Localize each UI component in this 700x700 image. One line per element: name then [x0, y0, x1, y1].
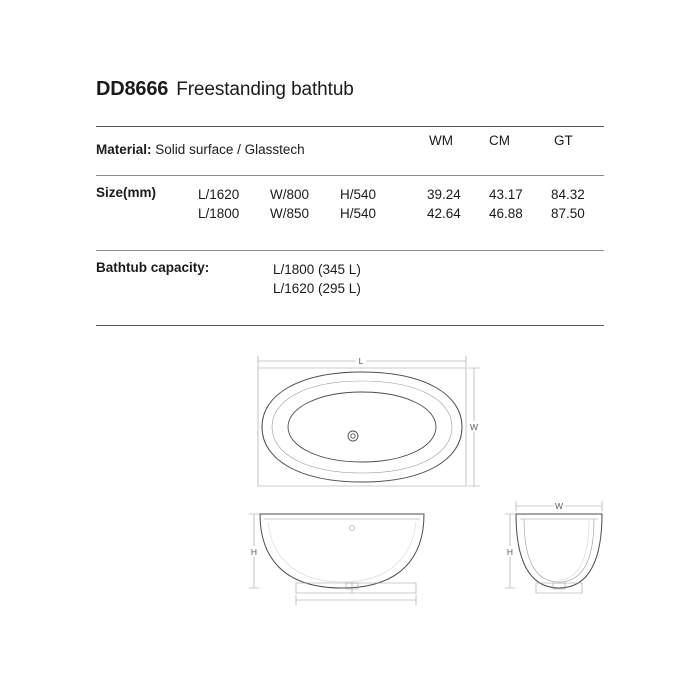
size-width: W/800 — [270, 187, 310, 202]
side-view-drawing — [505, 501, 602, 593]
size-cm: 46.88 — [489, 206, 523, 221]
top-view-width-label: W — [469, 422, 479, 432]
table-row — [96, 127, 604, 175]
top-view-length-label: L — [358, 356, 364, 366]
capacity-value: L/1620 (295 L) — [273, 281, 361, 296]
front-view-drawing — [249, 514, 424, 605]
side-view-width-label: W — [554, 501, 564, 511]
column-header-gt: GT — [554, 133, 573, 148]
size-wm: 42.64 — [427, 206, 461, 221]
technical-drawings — [0, 350, 700, 640]
column-header-wm: WM — [429, 133, 453, 148]
size-gt: 84.32 — [551, 187, 585, 202]
size-height: H/540 — [340, 187, 377, 202]
product-code: DD8666 — [96, 78, 169, 100]
material-label: Material: — [96, 142, 152, 157]
table-row — [96, 176, 604, 250]
size-length: L/1800 — [198, 206, 240, 221]
drawings-svg — [0, 350, 700, 640]
size-height: H/540 — [340, 206, 377, 221]
size-gt: 87.50 — [551, 206, 585, 221]
size-values — [198, 185, 585, 223]
size-row-2 — [198, 204, 585, 223]
spec-table — [96, 126, 604, 326]
size-label: Size(mm) — [96, 185, 157, 200]
product-name: Freestanding bathtub — [176, 79, 354, 100]
front-view-height-label: H — [250, 547, 258, 557]
page-title — [96, 78, 354, 101]
size-width: W/850 — [270, 206, 310, 221]
capacity-value: L/1800 (345 L) — [273, 262, 361, 277]
size-cm: 43.17 — [489, 187, 523, 202]
top-view-drawing — [258, 356, 480, 486]
size-wm: 39.24 — [427, 187, 461, 202]
column-header-cm: CM — [489, 133, 510, 148]
side-view-height-label: H — [506, 547, 514, 557]
size-length: L/1620 — [198, 187, 240, 202]
capacity-label: Bathtub capacity: — [96, 260, 210, 275]
capacity-values — [273, 260, 361, 298]
material-value: Solid surface / Glasstech — [155, 142, 305, 157]
table-rule-bottom — [96, 325, 604, 326]
table-row — [96, 251, 604, 325]
size-row-1 — [198, 185, 585, 204]
material-cell — [96, 136, 305, 157]
